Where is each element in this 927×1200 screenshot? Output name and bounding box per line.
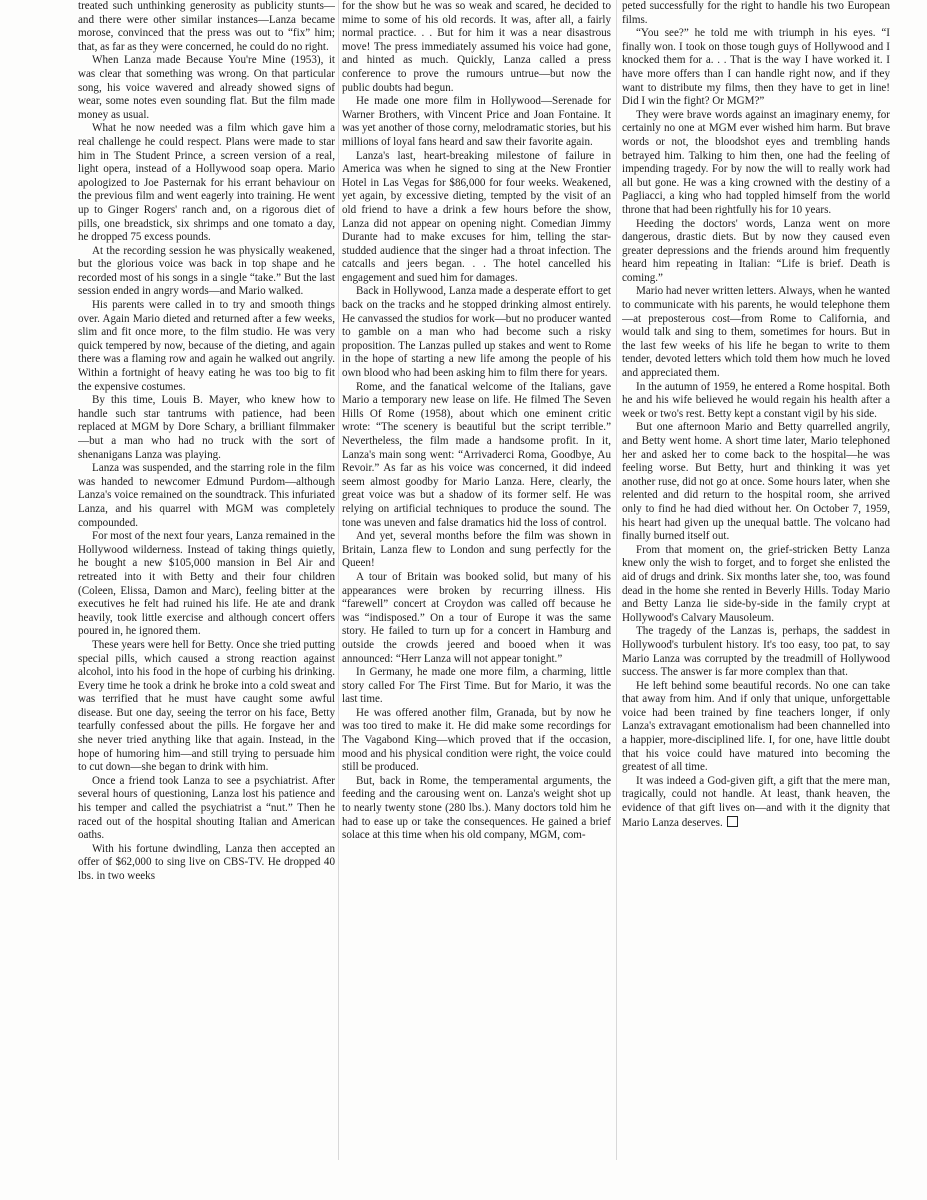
paragraph: In Germany, he made one more film, a charming, little story called For The First Time. But for Mario, it was the last time.	[342, 666, 611, 706]
paragraph: for the show but he was so weak and scared, he decided to mime to some of his old records. It was, after all, a fairly normal practice. . . But for him it was a near disastrous move! The press immediately assumed his voice had gone, and hinted as much. Quickly, Lanza called a press conference to prove the rumours untrue—but now the public doubts had begun.	[342, 0, 611, 94]
paragraph: These years were hell for Betty. Once she tried putting special pills, which caused a strong reaction against alcohol, into his food in the hope of curbing his drinking. Every time he took a drink he broke into a cold sweat and was terrified that he must have caught some awful disease. But one day, seeing the terror on his face, Betty tearfully confessed about the pills. He forgave her and she never tried anything like that again. Instead, in the hope of humoring him—and still trying to persuade him to cut down—she began to drink with him.	[78, 638, 335, 774]
paragraph: At the recording session he was physically weakened, but the glorious voice was back in top shape and he recorded most of his songs in a single “take.” But the last session ended in angry words—and Mario walked.	[78, 244, 335, 298]
paragraph: Lanza was suspended, and the starring role in the film was handed to newcomer Edmund Purdom—although Lanza's voice remained on the soundtrack. This infuriated Lanza, and his quarrel with MGM was completely compounded.	[78, 462, 335, 529]
text-column-3	[622, 0, 890, 1120]
end-of-article-icon	[727, 816, 738, 827]
paragraph: Mario had never written letters. Always, when he wanted to communicate with his parents, he would telephone them—at preposterous cost—from Rome to California, and would talk and sing to them, sometimes for hours. But in the last few weeks of his life he began to write to them tender, devoted letters which told them how much he loved and appreciated them.	[622, 285, 890, 380]
paragraph: He was offered another film, Granada, but by now he was too tired to make it. He did make some recordings for The Vagabond King—which proved that if the occasion, mood and his physical condition were right, the voice could still be produced.	[342, 706, 611, 774]
paragraph: By this time, Louis B. Mayer, who knew how to handle such star tantrums with patience, had been replaced at MGM by Dore Schary, a brilliant filmmaker—but a man who had no truck with the sort of shenanigans Lanza was playing.	[78, 394, 335, 461]
paragraph: And yet, several months before the film was shown in Britain, Lanza flew to London and sung perfectly for the Queen!	[342, 530, 611, 570]
paragraph: treated such unthinking generosity as publicity stunts—and there were other similar instances—Lanza became morose, convinced that the press was out to “fix” him; that, as far as they were concerned, he could do no right.	[78, 0, 335, 53]
paragraph: Rome, and the fanatical welcome of the Italians, gave Mario a temporary new lease on life. He filmed The Seven Hills Of Rome (1958), about which one eminent critic wrote: “The scenery is beautiful but the script terrible.” Nevertheless, the film made a handsome profit. In it, Lanza's main song went: “Arrivaderci Roma, Goodbye, Au Revoir.” As far as his voice was concerned, it did indeed seem almost goodby for Mario Lanza. Here, clearly, the great voice was but a shadow of its former self. He was relying on artificial techniques to produce the sound. The tone was uneven and false dramatics hid the loss of control.	[342, 380, 611, 529]
paragraph: From that moment on, the grief-stricken Betty Lanza knew only the wish to forget, and to forget she enlisted the aid of drugs and drink. Six months later she, too, was found dead in the home she rented in Beverly Hills. Today Mario and Betty Lanza lie side-by-side in the family crypt at Hollywood's Calvary Mausoleum.	[622, 543, 890, 624]
paragraph: His parents were called in to try and smooth things over. Again Mario dieted and returned after a few weeks, slim and fit once more, to the film studio. He was very quick tempered by now, because of the dieting, and again there was a flaming row and again he walked out angrily. Within a fortnight of heavy eating he was too big to fit the expensive costumes.	[78, 299, 335, 393]
paragraph-final-text: It was indeed a God-given gift, a gift that the mere man, tragically, could not handle. At least, thank heaven, the evidence of that gift lives on—and with it the dignity that Mario Lanza deserves.	[622, 774, 890, 829]
paragraph: For most of the next four years, Lanza remained in the Hollywood wilderness. Instead of taking things quietly, he bought a new $105,000 mansion in Bel Air and retreated into it with Betty and their four children (Coleen, Elissa, Damon and Marc), feeling bitter at the executives he felt had ruined his life. He ate and drank heavily, took little exercise and although concert offers poured in, he ignored them.	[78, 530, 335, 638]
paragraph: Heeding the doctors' words, Lanza went on more dangerous, drastic diets. But by now they caused even greater depressions and the friends around him frequently heard him repeating in Italian: “Life is brief. Death is coming.”	[622, 217, 890, 284]
paragraph: But one afternoon Mario and Betty quarrelled angrily, and Betty went home. A short time later, Mario telephoned her and asked her to come back to the hospital—he was feeling worse. But Betty, hurt and thinking it was yet another ruse, did not go at once. Some hours later, when she relented and did return to the hospital room, she arrived only to find he had died without her. On October 7, 1959, his heart had given up the unequal battle. The volcano had finally burned itself out.	[622, 421, 890, 543]
paragraph: Back in Hollywood, Lanza made a desperate effort to get back on the tracks and he stopped drinking almost entirely. He canvassed the studios for work—but no producer wanted to gamble on a man who had become such a risky proposition. The Lanzas pulled up stakes and went to Rome in the hope of starting a new life among the people of his own blood who had been asking him to film there for years.	[342, 285, 611, 380]
paragraph: A tour of Britain was booked solid, but many of his appearances were broken by recurring illness. His “farewell” concert at Croydon was called off because he was “indisposed.” On a tour of Europe it was the same story. He failed to turn up for a concert in Hamburg and outside the crowds jeered and booed when it was announced: “Herr Lanza will not appear tonight.”	[342, 570, 611, 665]
paragraph: They were brave words against an imaginary enemy, for certainly no one at MGM ever wished him harm. But brave words or not, the bloodshot eyes and trembling hands betrayed him. Talking to him then, one had the feeling of impending tragedy. For by now the will to really work had all but gone. He was a king crowned with the destiny of a Pagliacci, a king who had toppled himself from the world throne that had been rightfully his for 10 years.	[622, 108, 890, 216]
paragraph: He left behind some beautiful records. No one can take that away from him. And if only that unique, unforgettable voice had been trained by fine teachers longer, if only Lanza's extravagant emotionalism had been channelled into a happier, more-disciplined life. I, for one, have little doubt that his voice could have matured into becoming the greatest of all time.	[622, 679, 890, 774]
paragraph: In the autumn of 1959, he entered a Rome hospital. Both he and his wife believed he would regain his health after a week or two's rest. Betty kept a constant vigil by his side.	[622, 380, 890, 420]
paragraph: With his fortune dwindling, Lanza then accepted an offer of $62,000 to sing live on CBS-TV. He dropped 40 lbs. in two weeks	[78, 842, 335, 882]
column-divider	[338, 0, 339, 1160]
paragraph: peted successfully for the right to handle his two European films.	[622, 0, 890, 26]
paragraph: Once a friend took Lanza to see a psychiatrist. After several hours of questioning, Lanza lost his patience and his temper and called the psychiatrist a “nut.” Then he raced out of the hospital shouting Italian and American oaths.	[78, 774, 335, 842]
text-column-1	[78, 0, 335, 1168]
paragraph: The tragedy of the Lanzas is, perhaps, the saddest in Hollywood's turbulent history. It's too easy, too pat, to say Mario Lanza was corrupted by the treadmill of Hollywood success. The answer is far more complex than that.	[622, 625, 890, 679]
paragraph: But, back in Rome, the temperamental arguments, the feeding and the carousing went on. Lanza's weight shot up to nearly twenty stone (280 lbs.). Many doctors told him he had to ease up or take the consequences. He gained a brief solace at this time when his old company, MGM, com-	[342, 774, 611, 842]
paragraph: Lanza's last, heart-breaking milestone of failure in America was when he signed to sing at the New Frontier Hotel in Las Vegas for $86,000 for four weeks. Weakened, yet again, by excessive dieting, tempted by the visit of an old friend to have a drink a few hours before the show, Lanza did not appear on opening night. Comedian Jimmy Durante had to make excuses for him, telling the star-studded audience that the singer had a throat infection. The catcalls and jeers began. . . The hotel cancelled his engagement and sued him for damages.	[342, 149, 611, 284]
paragraph: “You see?” he told me with triumph in his eyes. “I finally won. I took on those tough guys of Hollywood and I knocked them for a. . . That is the way I have worked it. I have more offers than I can handle right now, and if they want to distribute my films, then they have to get in line! Did I win the fight? Or MGM?”	[622, 27, 890, 108]
paragraph-final	[622, 775, 890, 830]
paragraph: He made one more film in Hollywood—Serenade for Warner Brothers, with Vincent Price and Joan Fontaine. It was yet another of those corny, melodramatic stories, but his millions of loyal fans heard and saw their favorite again.	[342, 95, 611, 148]
paragraph: What he now needed was a film which gave him a real challenge he could respect. Plans were made to star him in The Student Prince, a screen version of a real, light opera, instead of a Hollywood soap opera. Mario apologized to Joe Pasternak for his errant behaviour on the previous film and went eagerly into training. He went up to Ginger Rogers' ranch and, on a rigorous diet of pills, one breadstick, six shrimps and one tomato a day, he dropped 75 excess pounds.	[78, 122, 335, 244]
paragraph: When Lanza made Because You're Mine (1953), it was clear that something was wrong. On that particular song, his voice wavered and already showed signs of wear, some notes even sounding flat. But the film made money as usual.	[78, 54, 335, 121]
text-column-2	[342, 0, 611, 1162]
column-divider	[616, 0, 617, 1160]
